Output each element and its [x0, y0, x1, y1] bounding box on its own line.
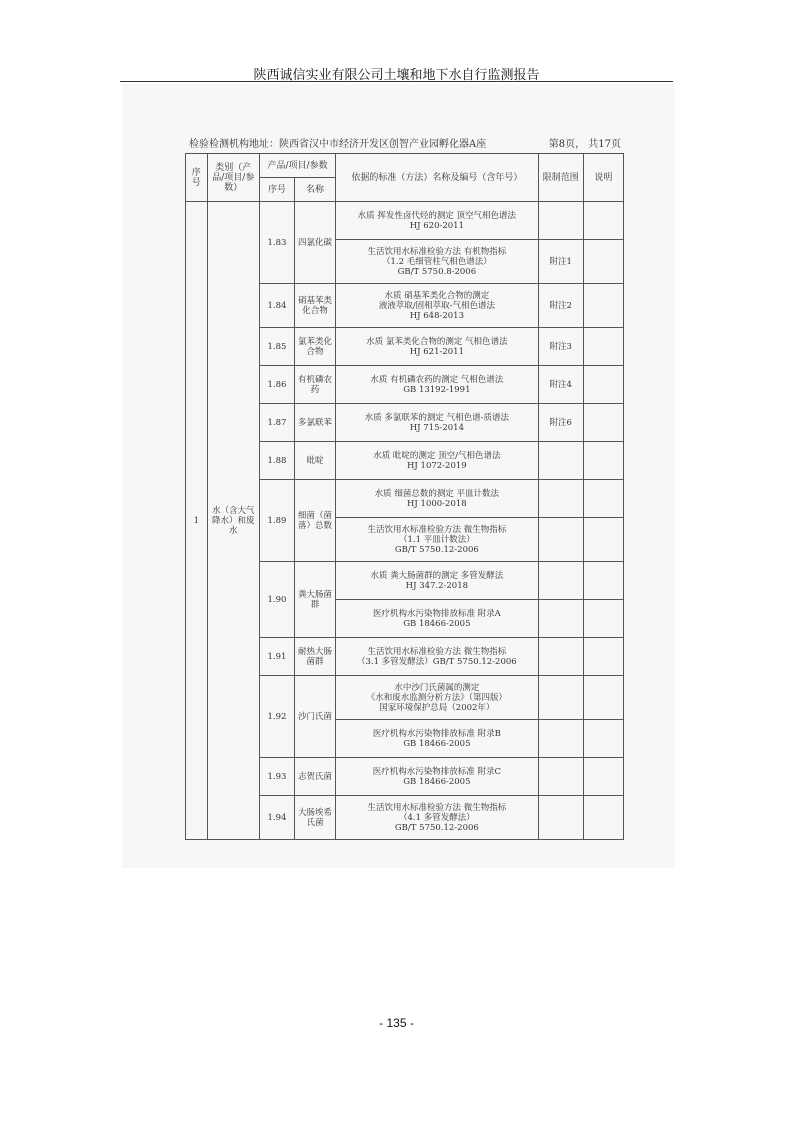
item-number: 1.89	[260, 480, 295, 562]
standard-method	[336, 600, 539, 638]
limit-range	[538, 600, 583, 638]
page-header: 陕西诚信实业有限公司土壤和地下水自行监测报告	[253, 68, 540, 83]
standard-code: GB 18466-2005	[403, 738, 471, 749]
header-item-no: 序号	[260, 178, 295, 202]
lab-address: 检验检测机构地址：陕西省汉中市经济开发区创智产业园孵化器A座	[189, 139, 487, 150]
standard-code: HJ 621-2011	[409, 346, 464, 357]
item-number: 1.92	[260, 676, 295, 758]
item-number: 1.94	[260, 796, 295, 840]
method-line: （1.2 毛细管柱气相色谱法）	[381, 256, 492, 267]
item-name: 耐热大肠菌群	[294, 638, 335, 676]
standard-method	[336, 796, 539, 840]
standard-method	[336, 240, 539, 284]
item-number: 1.90	[260, 562, 295, 638]
note-cell	[583, 284, 623, 328]
header-product-group: 产品/项目/参数	[260, 154, 336, 178]
limit-range	[538, 676, 583, 720]
standards-table	[185, 153, 624, 840]
table-row	[186, 202, 624, 240]
standard-method	[336, 562, 539, 600]
header-limit: 限制范围	[538, 154, 583, 202]
standard-code: （3.1 多管发酵法）GB/T 5750.12-2006	[357, 656, 517, 667]
standard-method	[336, 404, 539, 442]
method-line: 水质 吡啶的测定 顶空/气相色谱法	[373, 450, 501, 461]
note-cell	[583, 240, 623, 284]
limit-range: 附注3	[538, 328, 583, 366]
note-cell	[583, 404, 623, 442]
note-cell	[583, 328, 623, 366]
limit-range	[538, 720, 583, 758]
standard-code: GB 18466-2005	[403, 618, 471, 629]
method-line: 水质 粪大肠菌群的测定 多管发酵法	[370, 570, 504, 581]
standard-method	[336, 284, 539, 328]
item-name: 吡啶	[294, 442, 335, 480]
standard-method	[336, 720, 539, 758]
group-category: 水（含大气降水）和废水	[207, 202, 259, 840]
item-name: 四氯化碳	[294, 202, 335, 284]
standard-code: GB 13192-1991	[403, 384, 471, 395]
standard-method	[336, 676, 539, 720]
method-line: 液液萃取/固相萃取-气相色谱法	[378, 300, 495, 311]
note-cell	[583, 720, 623, 758]
limit-range: 附注2	[538, 284, 583, 328]
standard-code: HJ 620-2011	[409, 220, 464, 231]
standard-code: HJ 648-2013	[409, 310, 464, 321]
item-name: 有机磷农药	[294, 366, 335, 404]
note-cell	[583, 600, 623, 638]
standard-code: HJ 347.2-2018	[405, 580, 469, 591]
standard-code: HJ 1072-2019	[407, 460, 467, 471]
item-number: 1.91	[260, 638, 295, 676]
header-row-1	[186, 154, 624, 178]
item-number: 1.93	[260, 758, 295, 796]
method-line: 生活饮用水标准检验方法 微生物指标	[367, 646, 507, 657]
note-cell	[583, 638, 623, 676]
item-number: 1.88	[260, 442, 295, 480]
standard-method	[336, 202, 539, 240]
method-line: 水质 细菌总数的测定 平皿计数法	[374, 488, 500, 499]
item-number: 1.84	[260, 284, 295, 328]
header-standard: 依据的标准（方法）名称及编号（含年号）	[336, 154, 539, 202]
item-name: 沙门氏菌	[294, 676, 335, 758]
item-name: 多氯联苯	[294, 404, 335, 442]
standard-code: GB 18466-2005	[403, 776, 471, 787]
note-cell	[583, 562, 623, 600]
limit-range: 附注1	[538, 240, 583, 284]
item-name: 大肠埃希氏菌	[294, 796, 335, 840]
method-line: 水质 氯苯类化合物的测定 气相色谱法	[366, 336, 508, 347]
limit-range: 附注6	[538, 404, 583, 442]
note-cell	[583, 676, 623, 720]
limit-range	[538, 518, 583, 562]
item-name: 粪大肠菌群	[294, 562, 335, 638]
limit-range	[538, 796, 583, 840]
method-line: 《水和废水监测分析方法》（第四版）	[366, 692, 507, 703]
standard-code: GB/T 5750.12-2006	[394, 544, 479, 555]
limit-range	[538, 638, 583, 676]
limit-range	[538, 442, 583, 480]
note-cell	[583, 442, 623, 480]
note-cell	[583, 202, 623, 240]
method-line: 医疗机构水污染物排放标准 附录A	[372, 608, 501, 619]
item-number: 1.87	[260, 404, 295, 442]
page-info: 第8页， 共17页	[548, 139, 621, 150]
method-line: 水质 多氯联苯的测定 气相色谱-质谱法	[364, 412, 509, 423]
method-line: 水中沙门氏菌属的测定	[394, 682, 480, 693]
method-line: （1.1 平皿计数法）	[398, 534, 475, 545]
header-note: 说明	[583, 154, 623, 202]
note-cell	[583, 758, 623, 796]
method-line: 生活饮用水标准检验方法 有机物指标	[367, 246, 507, 257]
item-number: 1.83	[260, 202, 295, 284]
meta-row	[189, 135, 621, 150]
standard-method	[336, 758, 539, 796]
method-line: 医疗机构水污染物排放标准 附录C	[372, 766, 501, 777]
note-cell	[583, 480, 623, 518]
method-line: 医疗机构水污染物排放标准 附录B	[372, 728, 501, 739]
limit-range: 附注4	[538, 366, 583, 404]
item-number: 1.85	[260, 328, 295, 366]
item-name: 细菌（菌落）总数	[294, 480, 335, 562]
header-category: 类别（产品/项目/参数）	[207, 154, 259, 202]
page-number: - 135 -	[379, 1016, 414, 1030]
standard-method	[336, 480, 539, 518]
standard-method	[336, 442, 539, 480]
header-seq: 序号	[186, 154, 208, 202]
standard-code: HJ 1000-2018	[407, 498, 467, 509]
standard-code: HJ 715-2014	[409, 422, 464, 433]
item-name: 志贺氏菌	[294, 758, 335, 796]
item-name: 硝基苯类化合物	[294, 284, 335, 328]
method-line: 水质 有机磷农药的测定 气相色谱法	[370, 374, 504, 385]
method-line: 生活饮用水标准检验方法 微生物指标	[367, 802, 507, 813]
standard-code: GB/T 5750.12-2006	[394, 822, 479, 833]
method-line: 水质 挥发性卤代烃的测定 顶空气相色谱法	[357, 210, 517, 221]
item-name: 氯苯类化合物	[294, 328, 335, 366]
method-line: 生活饮用水标准检验方法 微生物指标	[367, 524, 507, 535]
standard-method	[336, 328, 539, 366]
note-cell	[583, 366, 623, 404]
method-line: （4.1 多管发酵法）	[398, 812, 475, 823]
standard-method	[336, 518, 539, 562]
group-seq: 1	[186, 202, 208, 840]
note-cell	[583, 796, 623, 840]
method-line: 水质 硝基苯类化合物的测定	[384, 290, 490, 301]
standard-code: 国家环境保护总局（2002年）	[379, 702, 495, 713]
note-cell	[583, 518, 623, 562]
item-number: 1.86	[260, 366, 295, 404]
limit-range	[538, 758, 583, 796]
standard-code: GB/T 5750.8-2006	[397, 266, 477, 277]
standard-method	[336, 638, 539, 676]
limit-range	[538, 480, 583, 518]
header-item-name: 名称	[294, 178, 335, 202]
limit-range	[538, 202, 583, 240]
limit-range	[538, 562, 583, 600]
standard-method	[336, 366, 539, 404]
header-divider	[120, 81, 673, 82]
